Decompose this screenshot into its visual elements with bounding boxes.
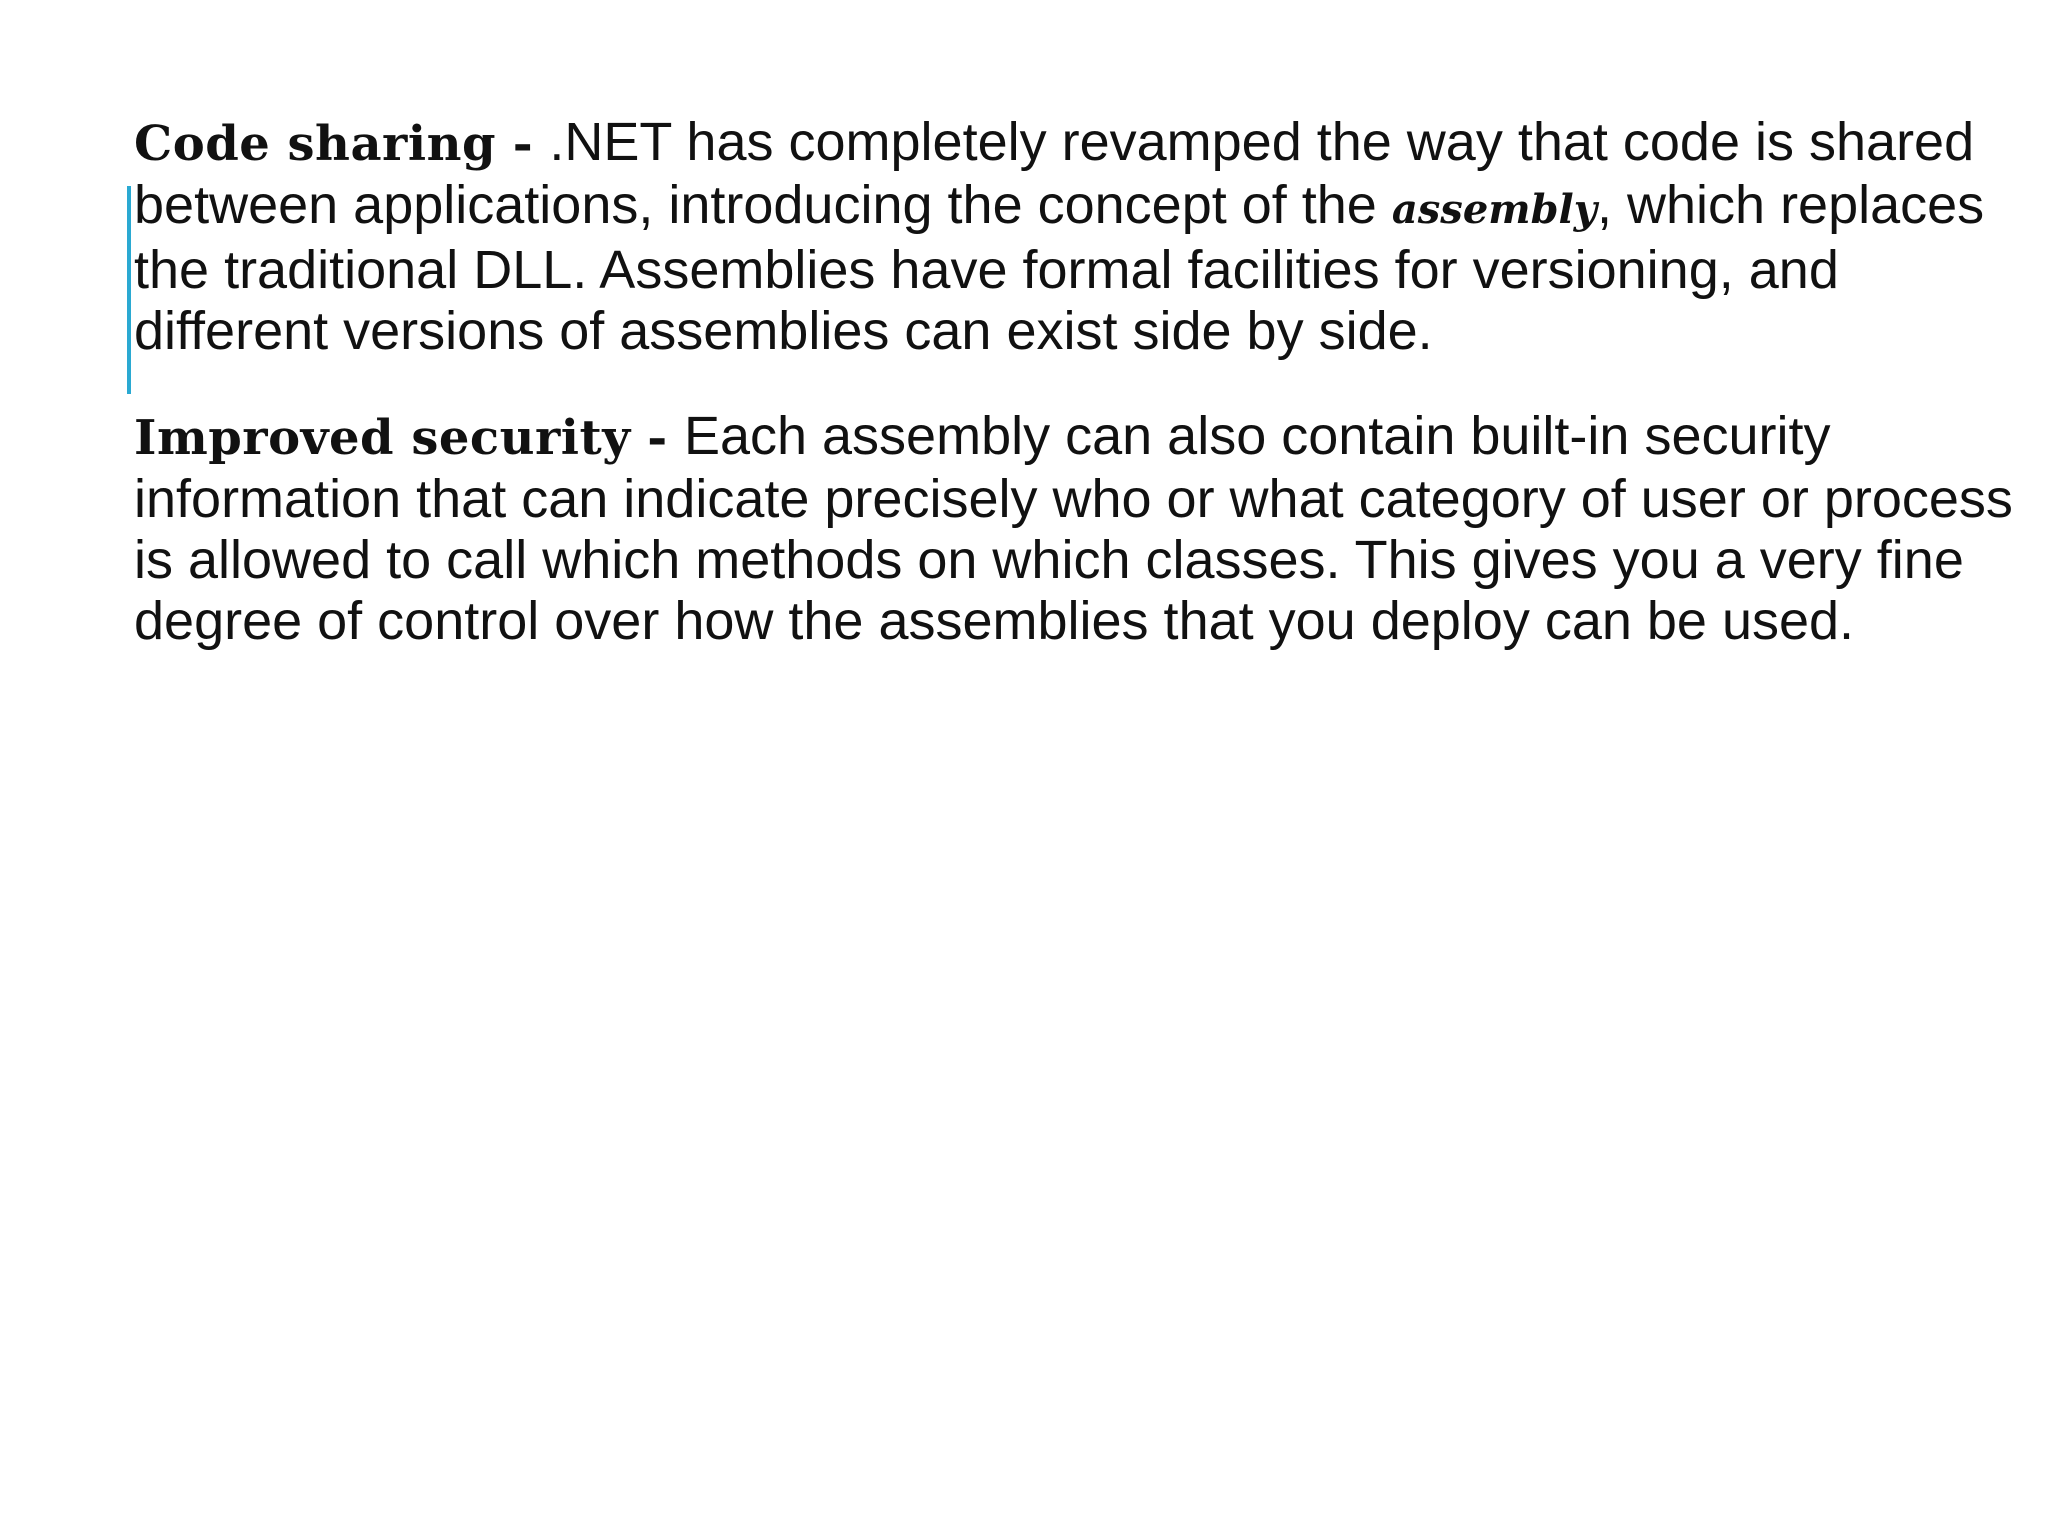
term-code-sharing: Code sharing — [134, 116, 497, 172]
paragraph-code-sharing — [134, 112, 2014, 362]
paragraph-text: Each assembly can also contain built-in security information that can indicate precisely who or what category of user or process is allowed to call which methods on which classes. This gives you a very fine degree of control over how the assemblies that you deploy can be used. — [134, 406, 2013, 651]
term-improved-security: Improved security — [134, 410, 631, 466]
term-separator: - — [630, 410, 684, 466]
slide-body[interactable] — [134, 112, 2014, 652]
paragraph-text: .NET has completely revamped the way that code is shared between applications, introducing the concept of the — [134, 112, 1975, 235]
emphasis-assembly: assembly — [1391, 186, 1597, 233]
paragraph-improved-security — [134, 406, 2014, 652]
paragraph-text: , which replaces the traditional DLL. Assemblies have formal facilities for versioning, and different versions of assemblies can exist side by side. — [134, 175, 1985, 361]
text-cursor — [127, 186, 131, 394]
term-separator: - — [496, 116, 550, 172]
